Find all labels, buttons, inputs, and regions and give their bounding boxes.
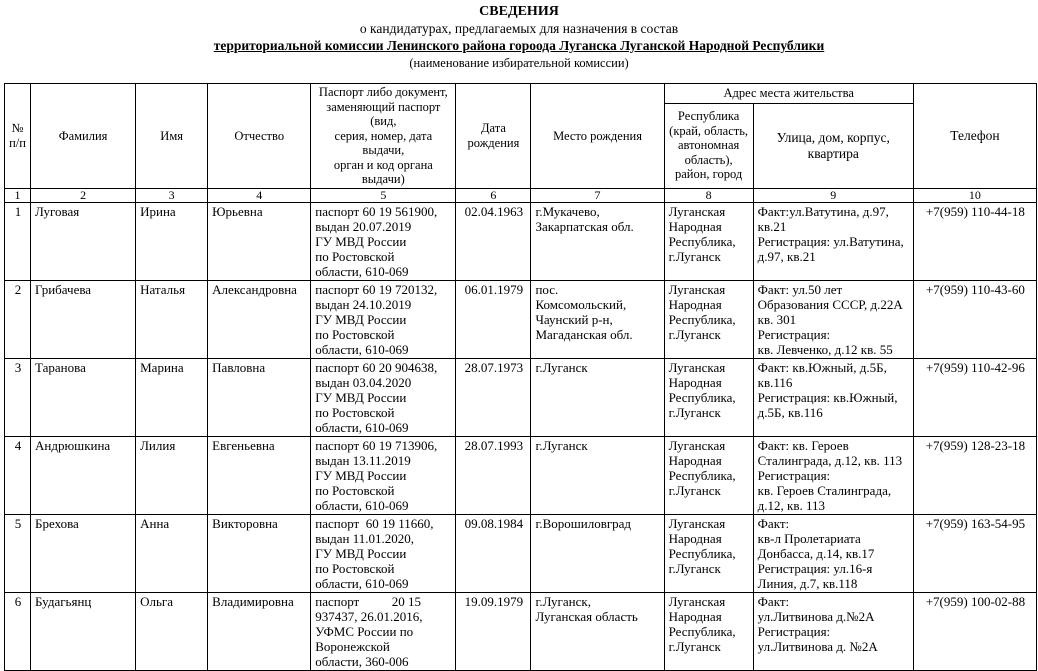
cell-birth-place: г.Луганск, Луганская область — [531, 592, 664, 670]
column-number: 6 — [456, 188, 531, 202]
col-header-row-number: № п/п — [5, 84, 31, 189]
cell-birth-place: г.Ворошиловград — [531, 514, 664, 592]
cell-birth-date: 06.01.1979 — [456, 280, 531, 358]
table-row — [5, 592, 1037, 670]
cell-patronymic: Александровна — [208, 280, 311, 358]
cell-passport: паспорт 60 19 11660, выдан 11.01.2020, ГУ МВД России по Ростовской области, 610-069 — [311, 514, 456, 592]
cell-street: Факт: ул.50 лет Образования СССР, д.22А кв. 301 Регистрация: кв. Левченко, д.12 кв. 55 — [753, 280, 913, 358]
cell-surname: Будагьянц — [31, 592, 136, 670]
column-numbers-row — [5, 188, 1037, 202]
cell-name: Анна — [136, 514, 208, 592]
col-header-republic: Республика (край, область, автономная область), район, город — [664, 103, 753, 188]
col-header-surname: Фамилия — [31, 84, 136, 189]
cell-birth-place: г.Мукачево, Закарпатская обл. — [531, 202, 664, 280]
cell-birth-date: 19.09.1979 — [456, 592, 531, 670]
cell-birth-date: 28.07.1973 — [456, 358, 531, 436]
cell-name: Ольга — [136, 592, 208, 670]
cell-name: Ирина — [136, 202, 208, 280]
col-group-header-address: Адрес места жительства — [664, 84, 913, 104]
cell-birth-date: 28.07.1993 — [456, 436, 531, 514]
column-number: 7 — [531, 188, 664, 202]
table-row — [5, 436, 1037, 514]
cell-street: Факт: ул.Литвинова д.№2А Регистрация: ул.Литвинова д. №2А — [753, 592, 913, 670]
cell-name: Лилия — [136, 436, 208, 514]
cell-birth-place: г.Луганск — [531, 358, 664, 436]
column-number: 1 — [5, 188, 31, 202]
column-number: 4 — [208, 188, 311, 202]
cell-passport: паспорт 60 19 561900, выдан 20.07.2019 ГУ МВД России по Ростовской области, 610-069 — [311, 202, 456, 280]
cell-passport: паспорт 60 20 904638, выдан 03.04.2020 ГУ МВД России по Ростовской области, 610-069 — [311, 358, 456, 436]
table-row — [5, 280, 1037, 358]
cell-patronymic: Павловна — [208, 358, 311, 436]
table-row — [5, 358, 1037, 436]
cell-birth-place: г.Луганск — [531, 436, 664, 514]
page-title: СВЕДЕНИЯ — [479, 4, 559, 19]
cell-patronymic: Викторовна — [208, 514, 311, 592]
column-number: 9 — [753, 188, 913, 202]
cell-name: Марина — [136, 358, 208, 436]
cell-row-number: 3 — [5, 358, 31, 436]
commission-name-caption: (наименование избирательной комиссии) — [409, 56, 629, 70]
cell-phone: +7(959) 128-23-18 — [913, 436, 1036, 514]
cell-passport: паспорт 60 19 713906, выдан 13.11.2019 ГУ МВД России по Ростовской области, 610-069 — [311, 436, 456, 514]
cell-passport: паспорт 60 19 720132, выдан 24.10.2019 ГУ МВД России по Ростовской области, 610-069 — [311, 280, 456, 358]
col-header-phone: Телефон — [913, 84, 1036, 189]
column-number: 5 — [311, 188, 456, 202]
col-header-passport: Паспорт либо документ, заменяющий паспорт (вид, серия, номер, дата выдачи, орган и код органа выдачи) — [311, 84, 456, 189]
cell-republic: Луганская Народная Республика, г.Луганск — [664, 592, 753, 670]
cell-surname: Андрюшкина — [31, 436, 136, 514]
cell-birth-place: пос. Комсомольский, Чаунский р-н, Магаданская обл. — [531, 280, 664, 358]
cell-row-number: 5 — [5, 514, 31, 592]
cell-passport: паспорт 20 15 937437, 26.01.2016, УФМС России по Воронежской области, 360-006 — [311, 592, 456, 670]
cell-row-number: 2 — [5, 280, 31, 358]
cell-republic: Луганская Народная Республика, г.Луганск — [664, 280, 753, 358]
document-header — [0, 0, 1038, 71]
cell-republic: Луганская Народная Республика, г.Луганск — [664, 202, 753, 280]
cell-birth-date: 09.08.1984 — [456, 514, 531, 592]
col-header-birth-place: Место рождения — [531, 84, 664, 189]
cell-phone: +7(959) 163-54-95 — [913, 514, 1036, 592]
cell-street: Факт:ул.Ватутина, д.97, кв.21 Регистрация: ул.Ватутина, д.97, кв.21 — [753, 202, 913, 280]
cell-surname: Таранова — [31, 358, 136, 436]
cell-birth-date: 02.04.1963 — [456, 202, 531, 280]
commission-name: территориальной комиссии Ленинского района гороода Луганска Луганской Народной Республики — [213, 38, 825, 53]
cell-row-number: 6 — [5, 592, 31, 670]
col-header-patronymic: Отчество — [208, 84, 311, 189]
table-header-row-1 — [5, 84, 1037, 104]
cell-street: Факт: кв. Героев Сталинграда, д.12, кв. 113 Регистрация: кв. Героев Сталинграда, д.12, кв. 113 — [753, 436, 913, 514]
cell-republic: Луганская Народная Республика, г.Луганск — [664, 358, 753, 436]
cell-phone: +7(959) 110-42-96 — [913, 358, 1036, 436]
cell-street: Факт: кв-л Пролетариата Донбасса, д.14, кв.17 Регистрация: ул.16-я Линия, д.7, кв.118 — [753, 514, 913, 592]
col-header-name: Имя — [136, 84, 208, 189]
cell-name: Наталья — [136, 280, 208, 358]
cell-republic: Луганская Народная Республика, г.Луганск — [664, 514, 753, 592]
column-number: 8 — [664, 188, 753, 202]
col-header-street: Улица, дом, корпус, квартира — [753, 103, 913, 188]
cell-phone: +7(959) 110-43-60 — [913, 280, 1036, 358]
col-header-birth-date: Дата рождения — [456, 84, 531, 189]
cell-patronymic: Евгеньевна — [208, 436, 311, 514]
cell-surname: Грибачева — [31, 280, 136, 358]
column-number: 10 — [913, 188, 1036, 202]
cell-phone: +7(959) 100-02-88 — [913, 592, 1036, 670]
cell-phone: +7(959) 110-44-18 — [913, 202, 1036, 280]
table-row — [5, 202, 1037, 280]
cell-republic: Луганская Народная Республика, г.Луганск — [664, 436, 753, 514]
cell-row-number: 1 — [5, 202, 31, 280]
column-number: 2 — [31, 188, 136, 202]
cell-row-number: 4 — [5, 436, 31, 514]
cell-street: Факт: кв.Южный, д.5Б, кв.116 Регистрация: кв.Южный, д.5Б, кв.116 — [753, 358, 913, 436]
cell-surname: Луговая — [31, 202, 136, 280]
cell-patronymic: Юрьевна — [208, 202, 311, 280]
candidates-table — [4, 83, 1037, 671]
cell-patronymic: Владимировна — [208, 592, 311, 670]
cell-surname: Брехова — [31, 514, 136, 592]
column-number: 3 — [136, 188, 208, 202]
page-subtitle: о кандидатурах, предлагаемых для назначения в состав — [359, 21, 679, 36]
table-row — [5, 514, 1037, 592]
